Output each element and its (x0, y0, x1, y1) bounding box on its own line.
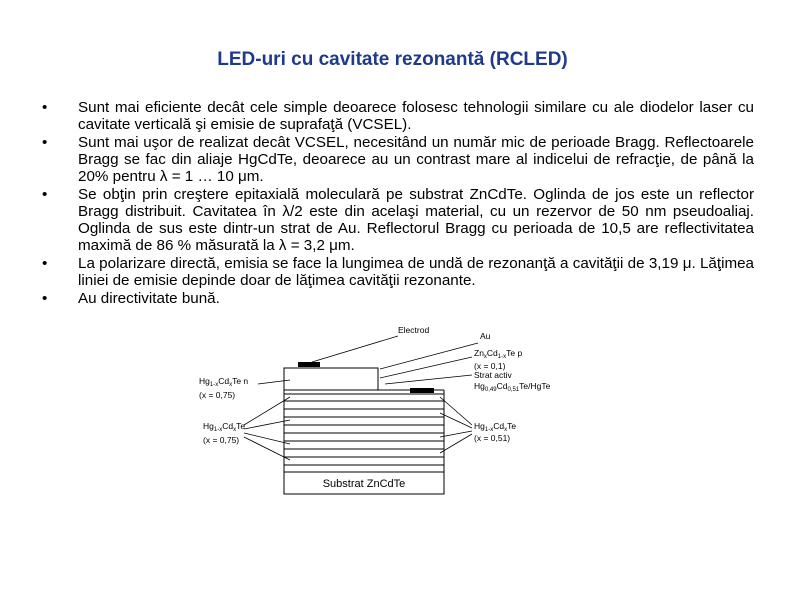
formula-subscript: 1-x (209, 382, 219, 388)
bullet-item: • Sunt mai uşor de realizat decât VCSEL, necesitând un număr mic de perioade Bragg. Reflectoarele Bragg se fac din aliaje HgCdTe, deoarece au un contrast mare al indicelui de refracţie, de până la 20% pentru λ = 1 … 10 μm. (42, 134, 754, 185)
bullet-item: • Se obţin prin creştere epitaxială moleculară pe substrat ZnCdTe. Oglinda de jos este un reflector Bragg distribuit. Cavitatea în λ/2 este din acelaşi material, cu un rezervor de 50 nm pseudoaliaj. Oglinda de sus este dintr-un strat de Au. Reflectorul Bragg cu perioada de 10,5 are reflectivitatea maximă de 86 % măsurată la λ = 3,2 μm. (42, 186, 754, 254)
leader-line (244, 433, 290, 444)
leader-line (258, 380, 290, 384)
active-layer-formula (474, 381, 551, 393)
formula-part: Cd (222, 421, 234, 431)
electrod-label: Electrod (398, 325, 430, 335)
hgcdte-right-x-label: (x = 0,51) (474, 433, 511, 443)
formula-part: Hg (474, 421, 485, 431)
leader-line (244, 437, 290, 460)
substrate-label: Substrat ZnCdTe (322, 478, 406, 490)
formula-part: Te n (232, 376, 249, 386)
hgcdte-left-x-label: (x = 0,75) (203, 435, 240, 445)
formula-part: Zn (474, 348, 484, 358)
formula-subscript: 1-x (213, 427, 223, 433)
strat-activ-label: Strat activ (474, 370, 512, 380)
bullet-item: • Sunt mai eficiente decât cele simple deoarece folosesc tehnologii similare cu ale diodelor laser cu cavitate verticală şi emisie de suprafaţă (VCSEL). (42, 99, 754, 133)
electrode-contact (298, 362, 320, 367)
leader-line (380, 343, 478, 369)
leader-line (244, 397, 290, 425)
bragg-stack (284, 390, 444, 472)
formula-subscript: 0,51 (507, 387, 520, 393)
leader-line (380, 357, 472, 378)
bullet-item: • Au directivitate bună. (42, 290, 754, 307)
hgcdte-left-label (203, 421, 245, 433)
formula-part: Hg (199, 376, 210, 386)
formula-part: Hg (474, 381, 485, 391)
formula-part: Cd (218, 376, 230, 386)
formula-part: Hg (203, 421, 214, 431)
zncdte-p-label (474, 348, 522, 360)
formula-part: Te/HgTe (519, 381, 551, 391)
formula-part: Te (236, 421, 246, 431)
formula-part: Cd (486, 348, 498, 358)
hgcdte-right-label (474, 421, 516, 433)
leader-line (440, 434, 472, 453)
slide-title: LED-uri cu cavitate rezonantă (RCLED) (217, 49, 568, 70)
formula-part: Te (507, 421, 517, 431)
formula-part: Cd (493, 421, 505, 431)
formula-subscript: 0,49 (484, 387, 497, 393)
zncdte-p-x-label: (x = 0,1) (474, 361, 506, 371)
formula-part: Te p (506, 348, 523, 358)
leader-line (440, 431, 472, 437)
formula-subscript: x (483, 354, 487, 360)
hgcdte-n-label (199, 376, 248, 388)
formula-subscript: x (504, 427, 508, 433)
leader-line (312, 336, 398, 362)
formula-subscript: x (229, 382, 233, 388)
formula-part: Cd (496, 381, 508, 391)
au-label: Au (480, 331, 491, 341)
leader-line (385, 375, 472, 384)
formula-subscript: 1-x (497, 354, 507, 360)
formula-subscript: 1-x (484, 427, 494, 433)
formula-subscript: x (233, 427, 237, 433)
hgcdte-n-x-label: (x = 0,75) (199, 390, 236, 400)
bullet-item: • La polarizare directă, emisia se face la lungimea de undă de rezonanţă a cavităţii de 3,19 μ. Lăţimea liniei de emisie depinde doar de lăţimea cavităţii rezonante. (42, 255, 754, 289)
leader-line (244, 420, 290, 429)
top-cap-layer (284, 368, 378, 390)
